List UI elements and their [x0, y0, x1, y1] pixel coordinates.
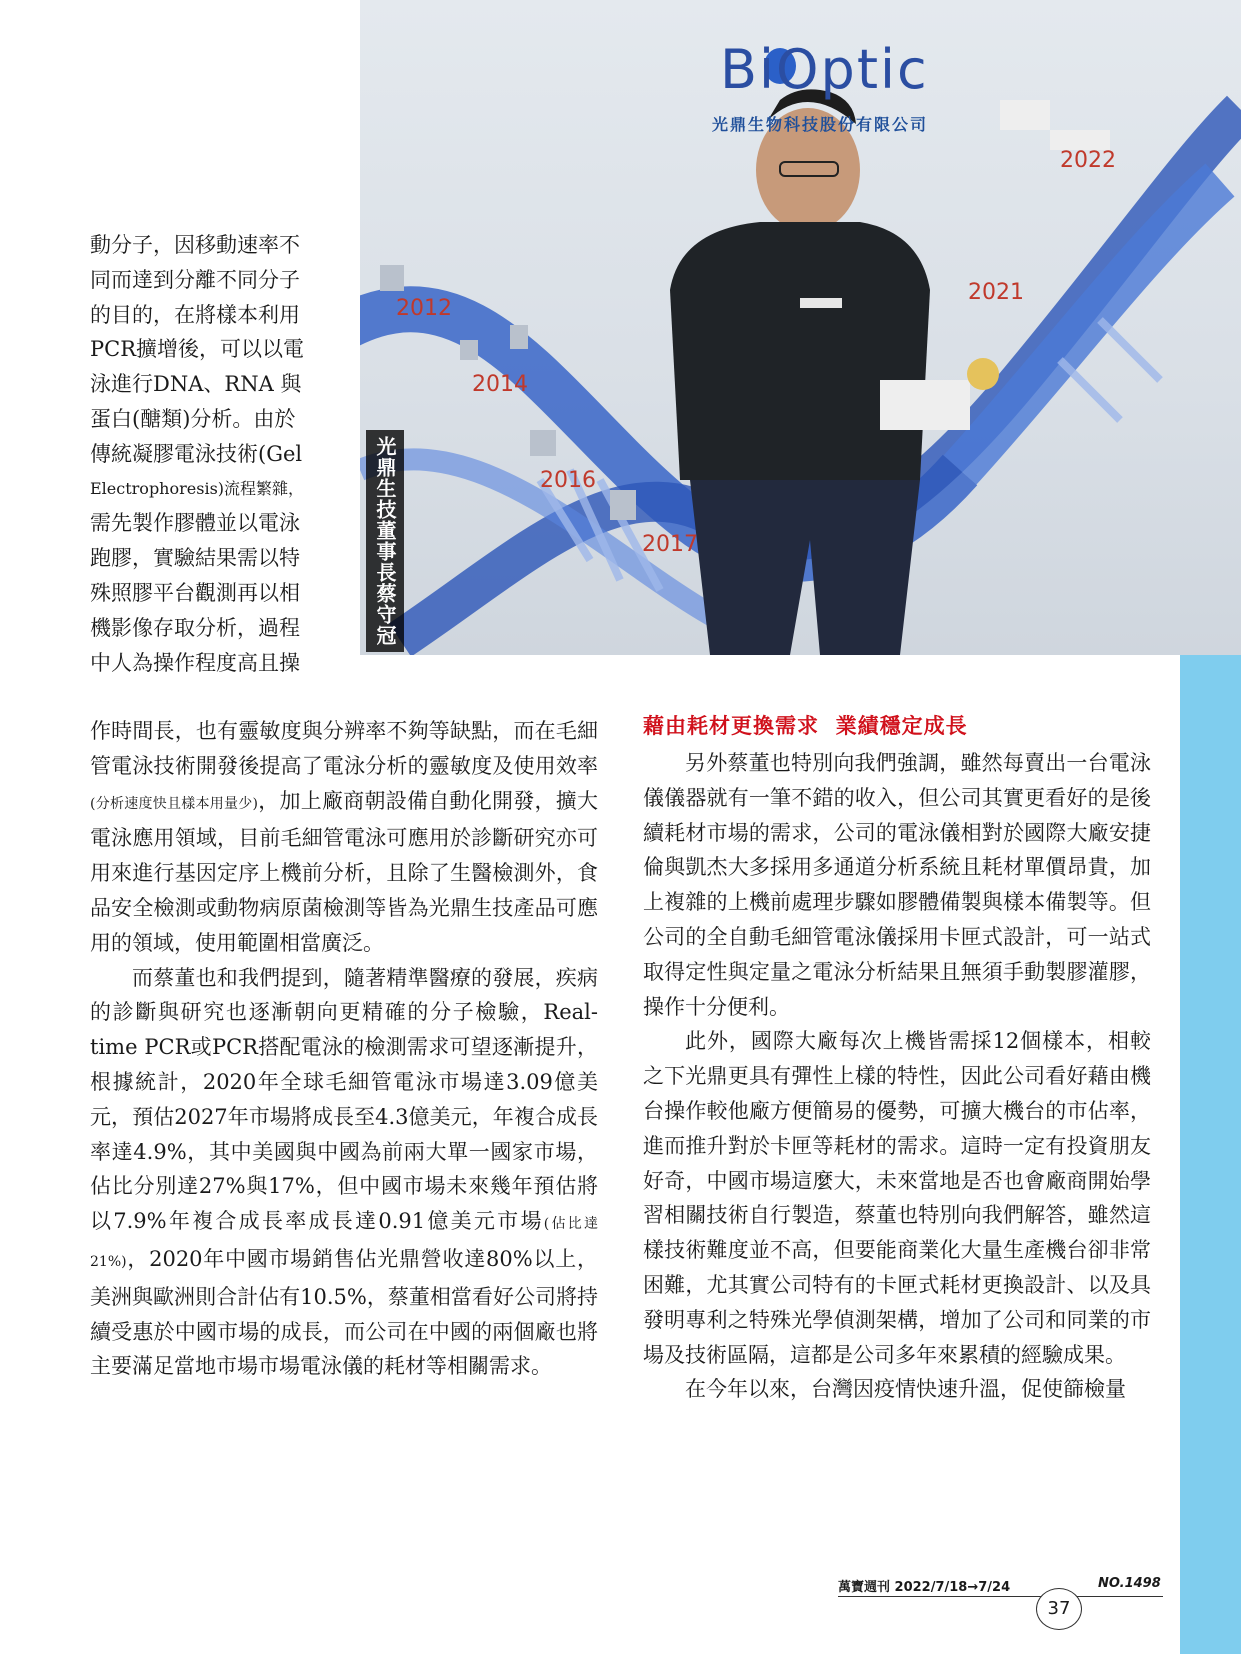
brand-subtitle: 光鼎生物科技股份有限公司	[712, 115, 929, 134]
left-column-body	[90, 714, 598, 1384]
text-line: 泳進行DNA、RNA 與	[90, 372, 302, 397]
section-heading: 藉由耗材更換需求 業績穩定成長	[643, 714, 968, 738]
paragraph: 另外蔡董也特別向我們強調，雖然每賣出一台電泳儀儀器就有一筆不錯的收入，但公司其實更看好的是後續耗材市場的需求，公司的電泳儀相對於國際大廠安捷倫與凱杰大多採用多通道分析系統且耗材單價昂貴，加上複雜的上機前處理步驟如膠體備製與樣本備製等。但公司的全自動毛細管電泳儀採用卡匣式設計，可一站式取得定性與定量之電泳分析結果且無須手動製膠灌膠，操作十分便利。	[643, 751, 1151, 1019]
timeline-year: 2014	[472, 372, 528, 397]
text-line: 需先製作膠體並以電泳	[90, 511, 300, 536]
text-line: 傳統凝膠電泳技術(Gel	[90, 441, 303, 466]
brand-logo: BiOptic	[720, 38, 929, 101]
text-line: 蛋白(醣類)分析。由於	[90, 406, 296, 431]
text-line: 的目的，在將樣本利用	[90, 302, 300, 327]
paragraph: 而蔡董也和我們提到，隨著精準醫療的發展，疾病的診斷與研究也逐漸朝向更精確的分子檢驗，Real-time PCR或PCR搭配電泳的檢測需求可望逐漸提升，根據統計，2020年全球毛細管電泳市場達3.09億美元，預估2027年市場將成長至4.3億美元，年複合成長率達4.9%，其中美國與中國為前兩大單一國家市場，佔比分別達27%與17%，但中國市場未來幾年預估將以7.9%年複合成長率成長達0.91億美元市場(佔比達21%)，2020年中國市場銷售佔光鼎營收達80%以上，美洲與歐洲則合計佔有10.5%，蔡董相當看好公司將持續受惠於中國市場的成長，而公司在中國的兩個廠也將主要滿足當地市場市場電泳儀的耗材等相關需求。	[90, 965, 598, 1379]
text-line: 同而達到分離不同分子	[90, 267, 300, 292]
right-column-body	[643, 746, 1151, 1407]
text-line: 中人為操作程度高且操	[90, 650, 300, 675]
text-line: 跑膠，實驗結果需以特	[90, 546, 300, 571]
timeline-year: 2022	[1060, 148, 1116, 173]
timeline-year: 2021	[968, 280, 1024, 305]
photo-caption: 光鼎生技董事長蔡守冠	[366, 430, 404, 652]
timeline-year: 2012	[396, 296, 452, 321]
timeline-year: 2017	[642, 532, 698, 557]
paragraph: 作時間長，也有靈敏度與分辨率不夠等缺點，而在毛細管電泳技術開發後提高了電泳分析的靈敏度及使用效率(分析速度快且樣本用量少)，加上廠商朝設備自動化開發，擴大電泳應用領域，目前毛細管電泳可應用於診斷研究亦可用來進行基因定序上機前分析，且除了生醫檢測外，食品安全檢測或動物病原菌檢測等皆為光鼎生技產品可應用的領域，使用範圍相當廣泛。	[90, 719, 598, 955]
paragraph: 在今年以來，台灣因疫情快速升溫，促使篩檢量	[685, 1377, 1126, 1402]
issue-number: NO.1498	[1098, 1576, 1161, 1591]
timeline-year: 2016	[540, 468, 596, 493]
text-line: Electrophoresis)流程繁雜，	[90, 478, 305, 498]
paragraph: 此外，國際大廠每次上機皆需採12個樣本，相較之下光鼎更具有彈性上樣的特性，因此公司看好藉由機台操作較他廠方便簡易的優勢，可擴大機台的市佔率，進而推升對於卡匣等耗材的需求。這時一定有投資朋友好奇，中國市場這麼大，未來當地是否也會廠商開始學習相關技術自行製造，蔡董也特別向我們解答，雖然這樣技術難度並不高，但要能商業化大量生產機台卻非常困難，尤其實公司特有的卡匣式耗材更換設計、以及具發明專利之特殊光學偵測架構，增加了公司和同業的市場及技術區隔，這都是公司多年來累積的經驗成果。	[643, 1029, 1151, 1367]
footer-divider	[838, 1596, 1163, 1597]
publication-info: 萬寶週刊 2022/7/18→7/24	[838, 1580, 1011, 1595]
text-line: 殊照膠平台觀測再以相	[90, 580, 300, 605]
text-line: 動分子，因移動速率不	[90, 233, 300, 257]
text-line: PCR擴增後，可以以電	[90, 337, 305, 362]
chairman-photo	[360, 0, 1241, 655]
side-color-bar	[1180, 652, 1241, 1654]
left-column-top	[90, 228, 326, 680]
text-line: 機影像存取分析，過程	[90, 615, 300, 640]
page-number: 37	[1036, 1588, 1082, 1630]
